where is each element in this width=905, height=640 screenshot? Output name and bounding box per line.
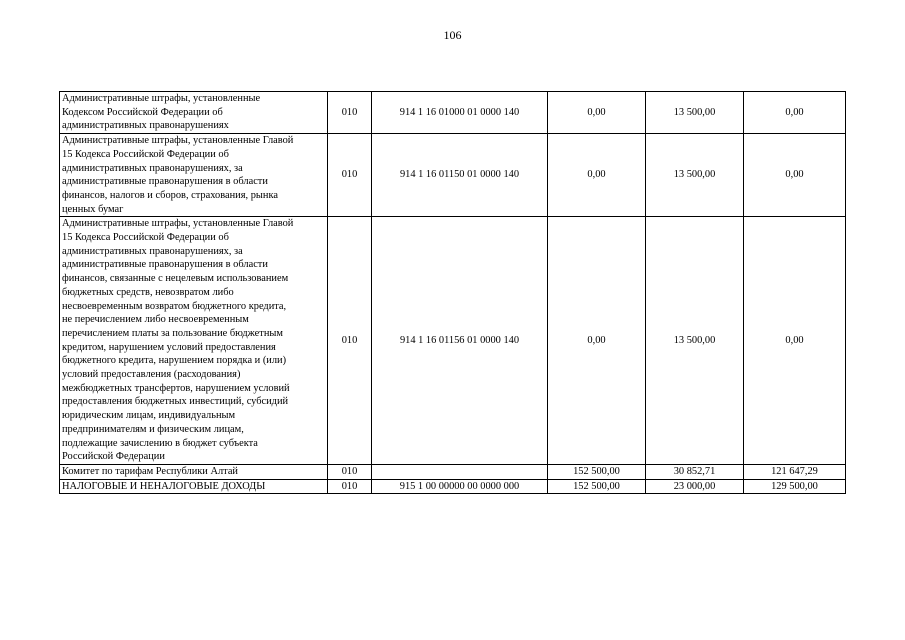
row-name-line: межбюджетных трансфертов, нарушением условий xyxy=(62,382,290,394)
row-kbk-cell: 914 1 16 01150 01 0000 140 xyxy=(372,134,548,217)
row-kbk-cell xyxy=(372,464,548,479)
row-name-line: условий предоставления (расходования) xyxy=(62,369,241,381)
row-value-cell-3: 121 647,29 xyxy=(744,464,846,479)
row-name-line: Административные штрафы, установленные xyxy=(62,93,261,104)
row-name-line: предпринимателям и физическим лицам, xyxy=(62,423,244,435)
row-name-line: Административные штрафы, установленные Главой xyxy=(62,218,294,230)
row-value-cell-3: 0,00 xyxy=(744,92,846,134)
row-name-line: административных правонарушениях xyxy=(62,120,229,132)
page-number: 106 xyxy=(443,28,462,42)
row-value-cell-1: 152 500,00 xyxy=(548,464,646,479)
row-code-cell: 010 xyxy=(328,217,372,465)
row-name-line: Комитет по тарифам Республики Алтай xyxy=(62,465,238,477)
row-name-line: административных правонарушениях, за xyxy=(62,245,243,257)
row-value-cell-2: 13 500,00 xyxy=(646,134,744,217)
row-name-line: финансов, связанные с нецелевым использованием xyxy=(62,273,289,285)
row-name-line: административных правонарушениях, за xyxy=(62,162,243,174)
row-name-line: 15 Кодекса Российской Федерации об xyxy=(62,232,229,244)
row-name-line: перечислением платы за пользование бюджетным xyxy=(62,327,283,339)
row-name-line: Российской Федерации xyxy=(62,451,165,463)
table-row xyxy=(60,464,846,479)
row-code-cell: 010 xyxy=(328,134,372,217)
row-name-line: кредитом, нарушением условий предоставления xyxy=(62,341,276,353)
row-name-line: 15 Кодекса Российской Федерации об xyxy=(62,148,229,160)
table-row xyxy=(60,134,846,217)
row-name-line: предоставления бюджетных инвестиций, субсидий xyxy=(62,396,289,408)
row-value-cell-1: 0,00 xyxy=(548,217,646,465)
row-code-cell: 010 xyxy=(328,479,372,494)
row-value-cell-1: 152 500,00 xyxy=(548,479,646,494)
table-row xyxy=(60,92,846,134)
row-name-line: финансов, налогов и сборов, страхования, рынка xyxy=(62,189,278,201)
row-value-cell-3: 0,00 xyxy=(744,217,846,465)
row-code-cell: 010 xyxy=(328,464,372,479)
row-name-cell xyxy=(60,464,328,479)
row-name-line: Административные штрафы, установленные Главой xyxy=(62,135,294,147)
row-code-cell: 010 xyxy=(328,92,372,134)
row-kbk-cell: 914 1 16 01156 01 0000 140 xyxy=(372,217,548,465)
row-name-line: НАЛОГОВЫЕ И НЕНАЛОГОВЫЕ ДОХОДЫ xyxy=(62,480,266,492)
row-value-cell-2: 23 000,00 xyxy=(646,479,744,494)
row-kbk-cell: 914 1 16 01000 01 0000 140 xyxy=(372,92,548,134)
row-name-line: бюджетных средств, невозвратом либо xyxy=(62,286,234,298)
income-table xyxy=(59,91,846,494)
row-name-line: подлежащие зачислению в бюджет субъекта xyxy=(62,437,258,449)
row-name-line: бюджетного кредита, нарушением порядка и (или) xyxy=(62,355,287,367)
row-name-line: юридическим лицам, индивидуальным xyxy=(62,410,236,422)
row-name-cell xyxy=(60,92,328,134)
row-name-line: несвоевременным возвратом бюджетного кредита, xyxy=(62,300,287,312)
row-name-line: административные правонарушения в области xyxy=(62,176,268,188)
row-name-cell xyxy=(60,134,328,217)
row-value-cell-3: 129 500,00 xyxy=(744,479,846,494)
table-body xyxy=(60,92,846,494)
row-value-cell-2: 30 852,71 xyxy=(646,464,744,479)
row-name-line: административные правонарушения в области xyxy=(62,259,268,271)
row-value-cell-1: 0,00 xyxy=(548,92,646,134)
row-name-cell xyxy=(60,217,328,465)
row-name-line: ценных бумаг xyxy=(62,203,124,215)
row-value-cell-2: 13 500,00 xyxy=(646,217,744,465)
row-kbk-cell: 915 1 00 00000 00 0000 000 xyxy=(372,479,548,494)
row-value-cell-2: 13 500,00 xyxy=(646,92,744,134)
table-row xyxy=(60,217,846,465)
row-value-cell-3: 0,00 xyxy=(744,134,846,217)
table-row xyxy=(60,479,846,494)
row-name-cell xyxy=(60,479,328,494)
row-value-cell-1: 0,00 xyxy=(548,134,646,217)
row-name-line: не перечислением либо несвоевременным xyxy=(62,314,249,326)
row-name-line: Кодексом Российской Федерации об xyxy=(62,106,223,118)
